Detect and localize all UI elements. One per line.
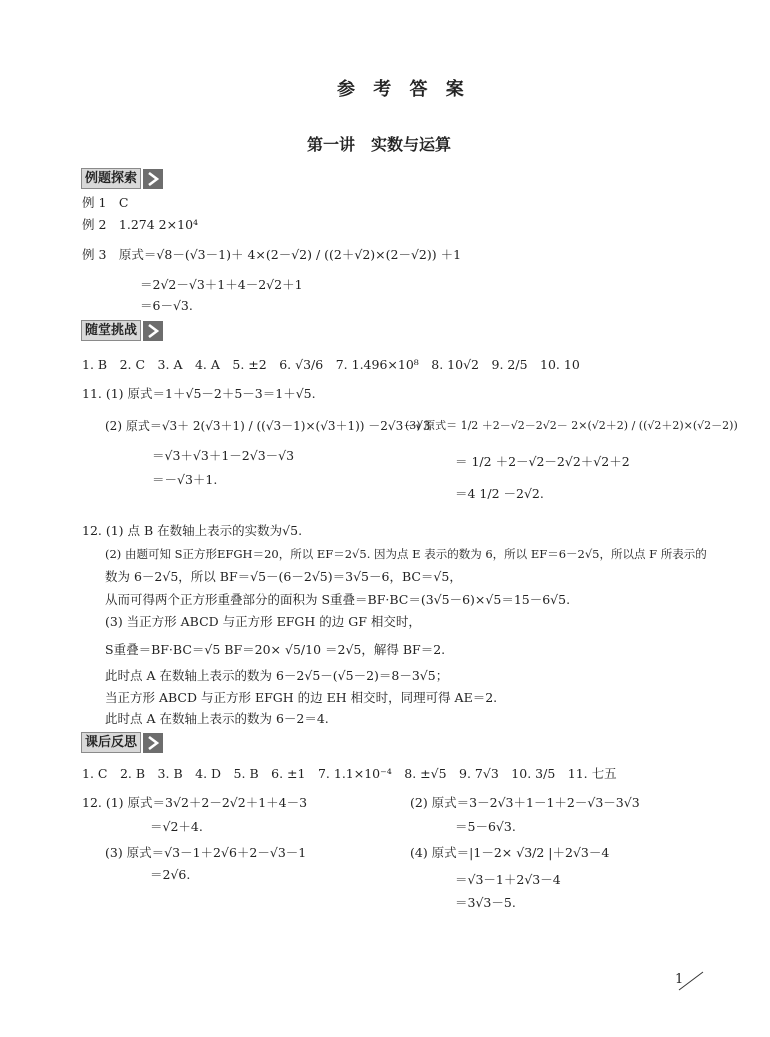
answer-line: (2) 由题可知 S正方形EFGH＝20，所以 EF＝2√5. 因为点 E 表示的数为 6，所以 EF＝6－2√5，所以点 F 所表示的 bbox=[105, 547, 707, 561]
answer-line: ＝√3－1＋2√3－4 bbox=[455, 872, 561, 887]
answer-line: 例 2 1.274 2×10⁴ bbox=[82, 217, 199, 232]
answer-line: (3) 原式＝ 1/2 ＋2－√2－2√2－ 2×(√2＋2) / ((√2＋2)×(√2－2)) bbox=[405, 419, 738, 432]
answer-line: ＝√3＋√3＋1－2√3－√3 bbox=[152, 448, 295, 463]
answer-line: (3) 原式＝√3－1＋2√6＋2－√3－1 bbox=[105, 845, 307, 860]
page-corner-mark-icon bbox=[677, 970, 705, 992]
answer-line: 例 3 原式＝√8－(√3－1)＋ 4×(2－√2) / ((2＋√2)×(2－√2)) ＋1 bbox=[82, 247, 462, 262]
answer-line: 例 1 C bbox=[82, 195, 129, 210]
answer-line: ＝2√6. bbox=[150, 867, 191, 882]
chevron-right-icon bbox=[143, 733, 163, 753]
answer-line: 当正方形 ABCD 与正方形 EFGH 的边 EH 相交时，同理可得 AE＝2. bbox=[105, 690, 498, 705]
answer-line: ＝2√2－√3＋1＋4－2√2＋1 bbox=[140, 277, 303, 292]
answer-line: 此时点 A 在数轴上表示的数为 6－2√5－(√5－2)＝8－3√5； bbox=[105, 668, 449, 683]
answer-line: (3) 当正方形 ABCD 与正方形 EFGH 的边 GF 相交时， bbox=[105, 614, 421, 629]
section-header-review bbox=[81, 732, 163, 753]
answer-line: 从而可得两个正方形重叠部分的面积为 S重叠＝BF·BC＝(3√5－6)×√5＝15－6√5. bbox=[105, 592, 571, 607]
answer-line: 12. (1) 原式＝3√2＋2－2√2＋1＋4－3 bbox=[82, 795, 308, 810]
answer-line: 此时点 A 在数轴上表示的数为 6－2＝4. bbox=[105, 711, 329, 726]
chapter-title: 第一讲 实数与运算 bbox=[307, 135, 452, 154]
page-number-text: 1 bbox=[675, 972, 684, 987]
answer-line: 1. B 2. C 3. A 4. A 5. ±2 6. √3/6 7. 1.496×10⁸ 8. 10√2 9. 2/5 10. 10 bbox=[82, 357, 580, 372]
answer-line: S重叠＝BF·BC＝√5 BF＝20× √5/10 ＝2√5，解得 BF＝2. bbox=[105, 642, 446, 657]
answer-line: (4) 原式＝|1－2× √3/2 |＋2√3－4 bbox=[410, 845, 610, 860]
section-label: 随堂挑战 bbox=[81, 320, 141, 341]
answer-line: ＝ 1/2 ＋2－√2－2√2＋√2＋2 bbox=[455, 454, 630, 469]
answer-line: 11. (1) 原式＝1＋√5－2＋5－3＝1＋√5. bbox=[82, 386, 316, 401]
section-label: 例题探索 bbox=[81, 168, 141, 189]
answer-line: 数为 6－2√5，所以 BF＝√5－(6－2√5)＝3√5－6，BC＝√5， bbox=[105, 569, 462, 584]
answer-line: ＝4 1/2 －2√2. bbox=[455, 486, 544, 501]
answer-line: ＝－√3＋1. bbox=[152, 472, 218, 487]
page-title: 参 考 答 案 bbox=[337, 79, 470, 100]
answer-line: ＝√2＋4. bbox=[150, 819, 203, 834]
answer-line: ＝5－6√3. bbox=[455, 819, 516, 834]
answer-line: (2) 原式＝3－2√3＋1－1＋2－√3－3√3 bbox=[410, 795, 640, 810]
section-label: 课后反思 bbox=[81, 732, 141, 753]
answer-line: ＝3√3－5. bbox=[455, 895, 516, 910]
chevron-right-icon bbox=[143, 169, 163, 189]
answer-line: ＝6－√3. bbox=[140, 298, 193, 313]
answer-line: 12. (1) 点 B 在数轴上表示的实数为√5. bbox=[82, 523, 303, 538]
chevron-right-icon bbox=[143, 321, 163, 341]
section-header-examples bbox=[81, 168, 163, 189]
section-header-practice bbox=[81, 320, 163, 341]
answer-line: (2) 原式＝√3＋ 2(√3＋1) / ((√3－1)×(√3＋1)) －2√3－√3 bbox=[105, 419, 431, 433]
page-number bbox=[675, 972, 683, 987]
answer-line: 1. C 2. B 3. B 4. D 5. B 6. ±1 7. 1.1×10⁻⁴ 8. ±√5 9. 7√3 10. 3/5 11. 七五 bbox=[82, 766, 617, 781]
